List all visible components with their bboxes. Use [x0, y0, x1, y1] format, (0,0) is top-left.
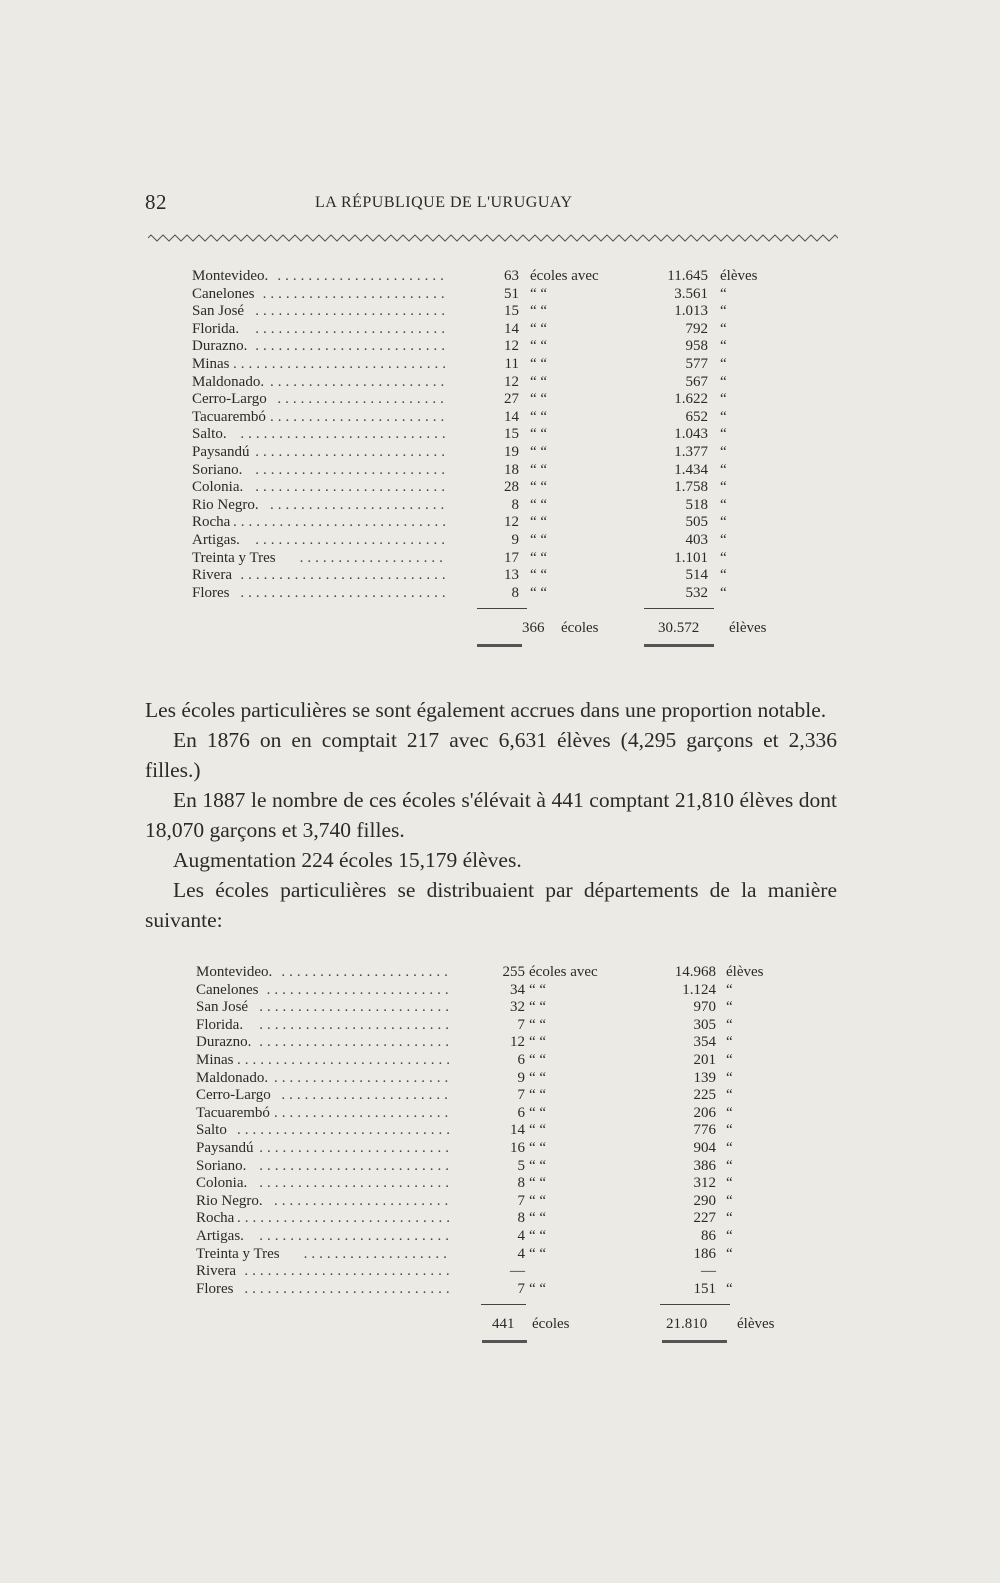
schools-label: “ “	[530, 320, 548, 337]
total-schools: 366	[522, 620, 545, 637]
leader-dots: .........................	[259, 1016, 453, 1033]
table-row	[196, 964, 796, 982]
student-count: 518	[685, 496, 708, 513]
students-label: “	[726, 1157, 733, 1174]
leader-dots: ............................	[233, 514, 450, 531]
students-label: “	[726, 1210, 733, 1227]
page-number: 82	[145, 190, 167, 214]
leader-dots: .........................	[255, 461, 449, 478]
students-label: élèves	[726, 964, 764, 980]
total-underline	[662, 1340, 727, 1343]
student-count: 1.622	[674, 391, 708, 408]
students-label: “	[720, 338, 727, 355]
students-label: “	[720, 320, 727, 337]
leader-dots: ...........................	[240, 567, 450, 584]
table-row	[196, 1158, 796, 1176]
schools-label: “ “	[530, 584, 548, 601]
student-count: 290	[693, 1192, 716, 1209]
leader-dots: .........................	[259, 1034, 453, 1051]
student-count: 11.645	[667, 268, 708, 284]
leader-dots: ......................	[277, 268, 448, 284]
student-count: 201	[693, 1051, 716, 1068]
students-label: “	[726, 1104, 733, 1121]
schools-label: “ “	[529, 1087, 547, 1104]
school-count: 6	[517, 1051, 525, 1068]
school-count: 8	[517, 1175, 525, 1192]
school-count: 12	[510, 1034, 525, 1051]
leader-dots: .........................	[259, 1139, 453, 1156]
table-row	[196, 1193, 796, 1211]
school-count: 9	[517, 1069, 525, 1086]
student-count: 14.968	[674, 964, 716, 980]
schools-label: “ “	[529, 1245, 547, 1262]
paragraph: Augmentation 224 écoles 15,179 élèves.	[173, 848, 522, 872]
students-label: “	[720, 514, 727, 531]
students-label: “	[726, 1122, 733, 1139]
schools-label: “ “	[529, 1227, 547, 1244]
school-count: 5	[517, 1157, 525, 1174]
leader-dots: ...........................	[240, 426, 450, 443]
department-name: Artigas.	[192, 531, 240, 548]
school-count: 8	[511, 584, 519, 601]
department-name: Cerro-Largo	[196, 1087, 271, 1104]
table-row	[192, 286, 792, 304]
school-count: 8	[517, 1210, 525, 1227]
leader-dots: .........................	[259, 1227, 453, 1244]
leader-dots: .........................	[259, 1157, 453, 1174]
schools-label: “ “	[530, 567, 548, 584]
school-count: 7	[517, 1087, 525, 1104]
department-name: Rio Negro.	[196, 1192, 263, 1209]
table-row	[196, 1246, 796, 1264]
paragraph: Les écoles particulières se sont également accrues dans une proportion notable.	[145, 698, 827, 722]
table-row	[192, 356, 792, 374]
department-name: Cerro-Largo	[192, 391, 267, 408]
department-name: Rivera	[192, 567, 232, 584]
schools-label: “ “	[530, 443, 548, 460]
private-schools-table	[196, 964, 796, 1333]
department-name: Flores	[196, 1280, 234, 1297]
table-row	[192, 444, 792, 462]
sum-rule	[660, 1304, 730, 1305]
student-count: 970	[693, 999, 716, 1016]
department-name: Florida.	[192, 320, 240, 337]
leader-dots: ............................	[237, 1051, 454, 1068]
schools-label: “ “	[529, 1280, 547, 1297]
table-row	[192, 585, 792, 603]
school-count: 12	[504, 338, 519, 355]
student-count: 776	[693, 1122, 716, 1139]
school-count: 14	[510, 1122, 525, 1139]
student-count: 86	[701, 1227, 716, 1244]
total-students: 30.572	[658, 620, 700, 637]
students-label: “	[726, 1227, 733, 1244]
table-row	[196, 1122, 796, 1140]
department-name: Durazno.	[196, 1034, 252, 1051]
student-count: 505	[685, 514, 708, 531]
students-label: “	[720, 426, 727, 443]
students-label: “	[726, 1245, 733, 1262]
school-count: 63	[504, 268, 519, 284]
department-name: Tacuarembó	[192, 408, 266, 425]
schools-label: “ “	[530, 391, 548, 408]
table-row	[196, 1140, 796, 1158]
student-count: 532	[685, 584, 708, 601]
school-count: 27	[504, 391, 519, 408]
students-label: “	[720, 496, 727, 513]
table-row	[196, 1070, 796, 1088]
department-name: Maldonado.	[196, 1069, 269, 1086]
decorative-rule	[148, 232, 838, 244]
student-count: 904	[693, 1139, 716, 1156]
schools-label: “ “	[530, 426, 548, 443]
department-name: Tacuarembó	[196, 1104, 270, 1121]
table-row	[192, 409, 792, 427]
table-row	[196, 1105, 796, 1123]
total-students-label: élèves	[729, 620, 767, 637]
student-count: 567	[685, 373, 708, 390]
department-name: Minas	[196, 1051, 234, 1068]
student-count: 1.013	[674, 303, 708, 320]
students-label: “	[720, 408, 727, 425]
text-body	[145, 695, 837, 935]
leader-dots: .......................	[274, 1069, 453, 1086]
table-row	[192, 532, 792, 550]
leader-dots: .......................	[270, 373, 449, 390]
table-row	[196, 1052, 796, 1070]
leader-dots: ......................	[277, 391, 448, 408]
leader-dots: .......................	[274, 1104, 453, 1121]
leader-dots: ...........................	[244, 1280, 454, 1297]
student-count: 1.124	[682, 981, 716, 998]
department-name: Salto.	[192, 426, 227, 443]
student-count: 403	[685, 531, 708, 548]
table-row	[196, 1281, 796, 1299]
students-label: “	[720, 285, 727, 302]
table-row	[196, 1210, 796, 1228]
department-name: Colonia.	[192, 479, 244, 496]
students-label: “	[720, 355, 727, 372]
schools-label: écoles avec	[530, 268, 599, 284]
school-count: 51	[504, 285, 519, 302]
table-row	[192, 374, 792, 392]
department-name: Colonia.	[196, 1175, 248, 1192]
table-row	[192, 303, 792, 321]
schools-label: “ “	[530, 496, 548, 513]
student-count: 312	[693, 1175, 716, 1192]
department-name: San José	[192, 303, 245, 320]
student-count: 958	[685, 338, 708, 355]
table-row	[192, 462, 792, 480]
students-label: “	[720, 391, 727, 408]
school-count: 4	[517, 1245, 525, 1262]
leader-dots: .......................	[270, 496, 449, 513]
leader-dots: ............................	[233, 355, 450, 372]
schools-label: écoles avec	[529, 964, 598, 980]
schools-label: “ “	[529, 1139, 547, 1156]
school-count: 15	[504, 303, 519, 320]
schools-label: “ “	[529, 981, 547, 998]
leader-dots: ......................	[281, 1087, 452, 1104]
schools-label: “ “	[530, 479, 548, 496]
table-row	[196, 1228, 796, 1246]
leader-dots: .........................	[255, 303, 449, 320]
running-title: LA RÉPUBLIQUE DE L'URUGUAY	[315, 194, 573, 211]
school-count: 9	[511, 531, 519, 548]
table-row	[192, 567, 792, 585]
students-label: “	[720, 461, 727, 478]
school-count: 16	[510, 1139, 525, 1156]
student-count: 151	[693, 1280, 716, 1297]
student-count: 225	[693, 1087, 716, 1104]
schools-label: “ “	[529, 999, 547, 1016]
schools-label: “ “	[530, 514, 548, 531]
student-count: 1.758	[674, 479, 708, 496]
school-count: 6	[517, 1104, 525, 1121]
leader-dots: ............................	[237, 1122, 454, 1139]
leader-dots: .........................	[255, 338, 449, 355]
total-schools-label: écoles	[561, 620, 599, 637]
leader-dots: ............................	[237, 1210, 454, 1227]
school-count: 4	[517, 1227, 525, 1244]
students-label: “	[720, 373, 727, 390]
schools-label: “ “	[529, 1069, 547, 1086]
student-count: 354	[693, 1034, 716, 1051]
table-row	[192, 321, 792, 339]
total-underline	[644, 644, 714, 647]
schools-label: “ “	[529, 1175, 547, 1192]
department-name: Rivera	[196, 1263, 236, 1280]
schools-label: “ “	[530, 531, 548, 548]
school-count: 14	[504, 408, 519, 425]
students-label: élèves	[720, 268, 758, 284]
students-label: “	[726, 1280, 733, 1297]
schools-label: “ “	[530, 285, 548, 302]
department-name: Maldonado.	[192, 373, 265, 390]
department-name: Durazno.	[192, 338, 248, 355]
table-row	[192, 268, 792, 286]
leader-dots: ...................	[303, 1245, 451, 1262]
school-count: 7	[517, 1192, 525, 1209]
students-label: “	[726, 1139, 733, 1156]
department-name: Minas	[192, 355, 230, 372]
table-row	[192, 497, 792, 515]
table-row	[192, 479, 792, 497]
students-label: “	[726, 1016, 733, 1033]
total-students-label: élèves	[737, 1316, 775, 1333]
paragraph: En 1887 le nombre de ces écoles s'élévait à 441 comptant 21,810 élèves dont 18,070 garçons et 3,740 filles.	[145, 788, 837, 842]
school-count: 14	[504, 320, 519, 337]
student-count: 514	[685, 567, 708, 584]
department-name: Soriano.	[192, 461, 243, 478]
table-row	[196, 1175, 796, 1193]
student-count: 1.434	[674, 461, 708, 478]
total-underline	[477, 644, 522, 647]
schools-label: “ “	[530, 549, 548, 566]
students-label: “	[720, 549, 727, 566]
leader-dots: .........................	[255, 531, 449, 548]
students-label: “	[720, 531, 727, 548]
department-name: Canelones	[192, 285, 255, 302]
student-count: —	[701, 1263, 716, 1280]
schools-label: “ “	[530, 355, 548, 372]
department-name: Rio Negro.	[192, 496, 259, 513]
students-label: “	[726, 999, 733, 1016]
school-count: 17	[504, 549, 519, 566]
school-count: 7	[517, 1016, 525, 1033]
students-label: “	[720, 443, 727, 460]
students-label: “	[726, 981, 733, 998]
sum-rule	[481, 1304, 526, 1305]
total-students: 21.810	[666, 1316, 708, 1333]
total-schools-label: écoles	[532, 1316, 570, 1333]
department-name: Flores	[192, 584, 230, 601]
department-name: Rocha	[196, 1210, 235, 1227]
schools-label: “ “	[529, 1192, 547, 1209]
total-underline	[482, 1340, 527, 1343]
school-count: 255	[502, 964, 525, 980]
schools-label: “ “	[530, 338, 548, 355]
school-count: 34	[510, 981, 525, 998]
schools-label: “ “	[529, 1016, 547, 1033]
table-row	[196, 1087, 796, 1105]
students-label: “	[720, 567, 727, 584]
school-count: 18	[504, 461, 519, 478]
paragraph: En 1876 on en comptait 217 avec 6,631 élèves (4,295 garçons et 2,336 filles.)	[145, 728, 837, 782]
leader-dots: .........................	[259, 1175, 453, 1192]
table-row	[196, 1034, 796, 1052]
table-row	[192, 391, 792, 409]
students-label: “	[720, 584, 727, 601]
students-label: “	[726, 1069, 733, 1086]
students-label: “	[726, 1034, 733, 1051]
student-count: 1.043	[674, 426, 708, 443]
department-name: Montevideo.	[192, 268, 269, 284]
student-count: 186	[693, 1245, 716, 1262]
school-count: 8	[511, 496, 519, 513]
department-name: Salto	[196, 1122, 227, 1139]
student-count: 305	[693, 1016, 716, 1033]
table-row	[196, 999, 796, 1017]
students-label: “	[726, 1192, 733, 1209]
school-count: 12	[504, 514, 519, 531]
department-name: Rocha	[192, 514, 231, 531]
schools-label: “ “	[529, 1034, 547, 1051]
student-count: 3.561	[674, 285, 708, 302]
table-row	[196, 1017, 796, 1035]
student-count: 386	[693, 1157, 716, 1174]
table-row	[196, 1263, 796, 1281]
school-count: 19	[504, 443, 519, 460]
paragraph: Les écoles particulières se distribuaient par départements de la manière suivante:	[145, 878, 837, 932]
leader-dots: ........................	[266, 981, 453, 998]
leader-dots: .........................	[259, 999, 453, 1016]
table-row	[196, 982, 796, 1000]
schools-label: “ “	[529, 1051, 547, 1068]
public-schools-table	[192, 268, 792, 637]
student-count: 577	[685, 355, 708, 372]
schools-label: “ “	[529, 1157, 547, 1174]
leader-dots: .......................	[270, 408, 449, 425]
table-row	[192, 550, 792, 568]
school-count: 28	[504, 479, 519, 496]
department-name: Montevideo.	[196, 964, 273, 980]
leader-dots: ...........................	[240, 584, 450, 601]
total-schools: 441	[492, 1316, 515, 1333]
leader-dots: ........................	[262, 285, 449, 302]
sum-rule	[644, 608, 714, 609]
school-count: —	[510, 1263, 525, 1280]
students-label: “	[720, 479, 727, 496]
sum-rule	[477, 608, 527, 609]
school-count: 32	[510, 999, 525, 1016]
department-name: Canelones	[196, 981, 259, 998]
schools-label: “ “	[529, 1104, 547, 1121]
schools-label: “ “	[529, 1122, 547, 1139]
department-name: Treinta y Tres	[192, 549, 276, 566]
table-row	[192, 426, 792, 444]
student-count: 227	[693, 1210, 716, 1227]
students-label: “	[720, 303, 727, 320]
school-count: 15	[504, 426, 519, 443]
department-name: Paysandú	[192, 443, 250, 460]
students-label: “	[726, 1087, 733, 1104]
leader-dots: .......................	[274, 1192, 453, 1209]
leader-dots: ......................	[281, 964, 452, 980]
leader-dots: ...........................	[244, 1263, 454, 1280]
school-count: 12	[504, 373, 519, 390]
leader-dots: .........................	[255, 320, 449, 337]
schools-label: “ “	[529, 1210, 547, 1227]
schools-label: “ “	[530, 303, 548, 320]
student-count: 206	[693, 1104, 716, 1121]
student-count: 1.101	[674, 549, 708, 566]
leader-dots: .........................	[255, 443, 449, 460]
school-count: 7	[517, 1280, 525, 1297]
leader-dots: ...................	[299, 549, 447, 566]
school-count: 11	[504, 355, 519, 372]
table-row	[192, 514, 792, 532]
student-count: 1.377	[674, 443, 708, 460]
schools-label: “ “	[530, 373, 548, 390]
student-count: 652	[685, 408, 708, 425]
students-label: “	[726, 1051, 733, 1068]
leader-dots: .........................	[255, 479, 449, 496]
students-label: “	[726, 1175, 733, 1192]
table-row	[192, 338, 792, 356]
department-name: Florida.	[196, 1016, 244, 1033]
student-count: 139	[693, 1069, 716, 1086]
department-name: Paysandú	[196, 1139, 254, 1156]
page-header	[145, 190, 835, 220]
student-count: 792	[685, 320, 708, 337]
schools-label: “ “	[530, 461, 548, 478]
school-count: 13	[504, 567, 519, 584]
department-name: San José	[196, 999, 249, 1016]
department-name: Artigas.	[196, 1227, 244, 1244]
department-name: Soriano.	[196, 1157, 247, 1174]
schools-label: “ “	[530, 408, 548, 425]
department-name: Treinta y Tres	[196, 1245, 280, 1262]
